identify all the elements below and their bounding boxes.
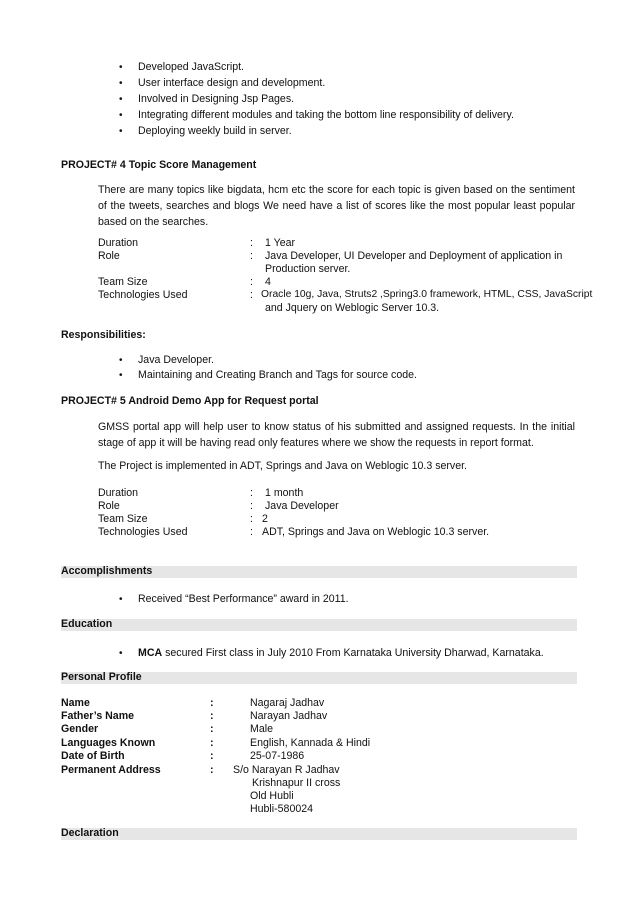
role-value: Java Developer bbox=[265, 500, 339, 512]
duration-label: Duration bbox=[98, 237, 139, 249]
list-item: Developed JavaScript. bbox=[138, 61, 244, 73]
bullet-icon: • bbox=[119, 110, 123, 121]
profile-label: Gender bbox=[61, 723, 99, 735]
project5-title: PROJECT# 5 Android Demo App for Request portal bbox=[61, 395, 319, 407]
list-item: Integrating different modules and taking the bottom line responsibility of delivery. bbox=[138, 109, 514, 121]
role-value-cont: Production server. bbox=[265, 263, 351, 275]
role-label: Role bbox=[98, 500, 120, 512]
bullet-icon: • bbox=[119, 62, 123, 73]
colon: : bbox=[250, 276, 253, 288]
bullet-icon: • bbox=[119, 648, 123, 659]
list-item: User interface design and development. bbox=[138, 77, 326, 89]
bullet-icon: • bbox=[119, 594, 123, 605]
technologies-value: Oracle 10g, Java, Struts2 ,Spring3.0 framework, HTML, CSS, JavaScript bbox=[261, 289, 593, 300]
address-line: Hubli-580024 bbox=[250, 803, 314, 815]
address-line: Krishnapur II cross bbox=[252, 777, 341, 789]
colon: : bbox=[250, 526, 253, 538]
degree: MCA bbox=[138, 647, 163, 659]
personal-profile-title: Personal Profile bbox=[61, 671, 142, 683]
profile-label: Permanent Address bbox=[61, 764, 161, 776]
declaration-title: Declaration bbox=[61, 827, 119, 839]
education-header bbox=[61, 619, 577, 631]
profile-label: Languages Known bbox=[61, 737, 156, 749]
duration-value: 1 Year bbox=[265, 237, 296, 249]
colon: : bbox=[250, 513, 253, 525]
profile-label: Name bbox=[61, 697, 90, 709]
list-item: Maintaining and Creating Branch and Tags for source code. bbox=[138, 369, 417, 381]
profile-value: Nagaraj Jadhav bbox=[250, 697, 325, 709]
list-item: Deploying weekly build in server. bbox=[138, 125, 292, 137]
bullet-icon: • bbox=[119, 355, 123, 366]
list-item: Java Developer. bbox=[138, 354, 214, 366]
project5-description: GMSS portal app will help user to know status of his submitted and assigned requests. In the initial stage of app it will be having read only features where we show the requests in report format. bbox=[98, 421, 575, 449]
team-size-value: 4 bbox=[265, 276, 271, 288]
colon: : bbox=[210, 723, 214, 735]
colon: : bbox=[250, 237, 253, 249]
profile-value: Narayan Jadhav bbox=[250, 710, 328, 722]
bullet-icon: • bbox=[119, 94, 123, 105]
education-title: Education bbox=[61, 618, 113, 630]
profile-value: 25-07-1986 bbox=[250, 750, 305, 762]
bullet-icon: • bbox=[119, 126, 123, 137]
project4-title: PROJECT# 4 Topic Score Management bbox=[61, 159, 257, 171]
colon: : bbox=[210, 710, 214, 722]
role-label: Role bbox=[98, 250, 120, 262]
technologies-value-cont: and Jquery on Weblogic Server 10.3. bbox=[265, 302, 440, 314]
profile-label: Father’s Name bbox=[61, 710, 135, 722]
technologies-value: ADT, Springs and Java on Weblogic 10.3 server. bbox=[262, 526, 490, 538]
team-size-label: Team Size bbox=[98, 276, 148, 288]
colon: : bbox=[210, 697, 214, 709]
profile-value: English, Kannada & Hindi bbox=[250, 737, 371, 749]
declaration-header bbox=[61, 828, 577, 840]
team-size-label: Team Size bbox=[98, 513, 148, 525]
colon: : bbox=[250, 289, 253, 301]
duration-label: Duration bbox=[98, 487, 139, 499]
colon: : bbox=[250, 500, 253, 512]
project5-description-2: The Project is implemented in ADT, Springs and Java on Weblogic 10.3 server. bbox=[98, 460, 468, 472]
education-detail: secured First class in July 2010 From Karnataka University Dharwad, Karnataka. bbox=[162, 647, 544, 659]
accomplishments-header bbox=[61, 566, 577, 578]
colon: : bbox=[210, 737, 214, 749]
list-item: Involved in Designing Jsp Pages. bbox=[138, 93, 295, 105]
profile-value: Male bbox=[250, 723, 273, 735]
colon: : bbox=[210, 750, 214, 762]
education-item bbox=[138, 647, 544, 659]
address-line: Old Hubli bbox=[250, 790, 294, 802]
team-size-value: 2 bbox=[262, 513, 268, 525]
accomplishments-title: Accomplishments bbox=[61, 565, 153, 577]
colon: : bbox=[250, 487, 253, 499]
responsibilities-title: Responsibilities: bbox=[61, 329, 146, 341]
project4-description: There are many topics like bigdata, hcm etc the score for each topic is given based on the sentiment of the tweets, searches and blogs We need have a list of scores like the most popular least popular based on the searches. bbox=[98, 184, 575, 228]
list-item: Received “Best Performance” award in 2011. bbox=[138, 593, 349, 605]
personal-profile-header bbox=[61, 672, 577, 684]
colon: : bbox=[210, 764, 214, 776]
colon: : bbox=[250, 250, 253, 262]
profile-label: Date of Birth bbox=[61, 750, 125, 762]
duration-value: 1 month bbox=[265, 487, 304, 499]
profile-value: S/o Narayan R Jadhav bbox=[233, 764, 340, 776]
bullet-icon: • bbox=[119, 370, 123, 381]
role-value: Java Developer, UI Developer and Deployment of application in bbox=[265, 250, 563, 262]
technologies-label: Technologies Used bbox=[98, 526, 188, 538]
technologies-label: Technologies Used bbox=[98, 289, 188, 301]
bullet-icon: • bbox=[119, 78, 123, 89]
